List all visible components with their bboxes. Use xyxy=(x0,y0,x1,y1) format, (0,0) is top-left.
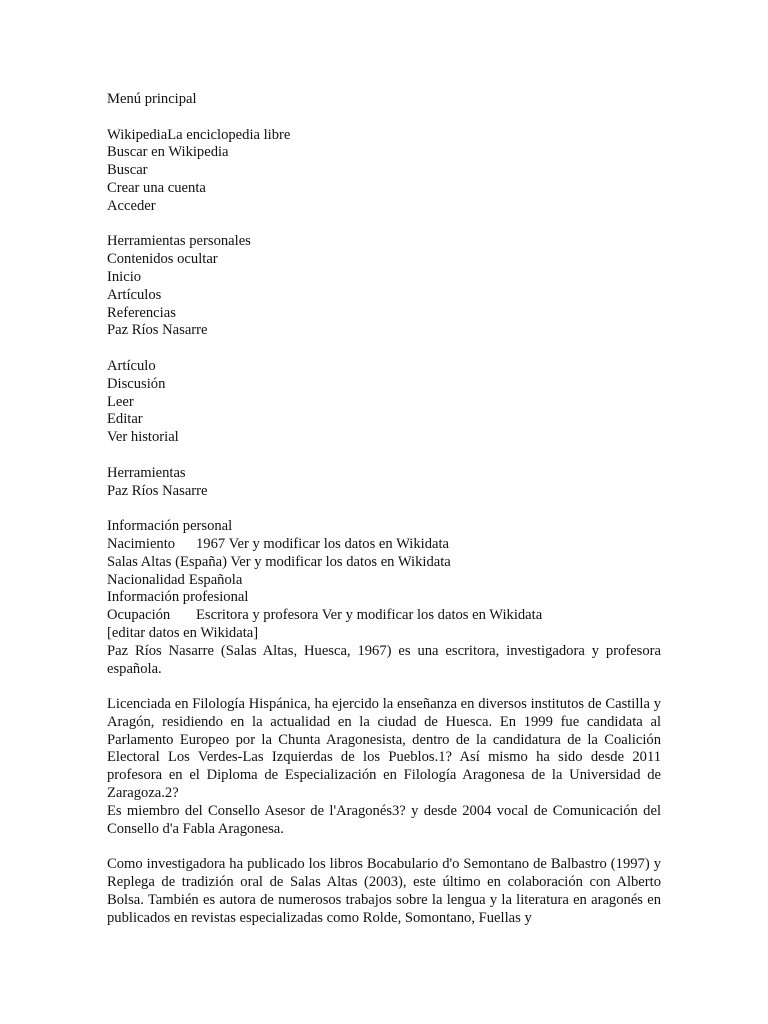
article-intro-paragraph: Paz Ríos Nasarre (Salas Altas, Huesca, 1967) es una escritora, investigadora y profesora española. xyxy=(107,642,661,677)
personal-tools-link[interactable]: Herramientas personales xyxy=(107,233,251,250)
infobox-section-personal: Información personal xyxy=(107,518,233,535)
tab-history[interactable]: Ver historial xyxy=(107,429,179,446)
document-page xyxy=(107,91,661,927)
article-heading: Paz Ríos Nasarre xyxy=(107,482,208,499)
spacer xyxy=(107,678,661,696)
article-paragraph-3: Como investigadora ha publicado los libros Bocabulario d'o Semontano de Balbastro (1997) y Replega de tradizión oral de Salas Altas (2003), este último en colaboración con Alberto Bolsa. También es autora de numerosos trabajos sobre la lengua y la literatura en aragonés en publicados en revistas especializadas como Rolde, Somontano, Fuellas y xyxy=(107,856,661,926)
infobox-row-occupation xyxy=(107,607,661,625)
infobox-occupation-label: Ocupación xyxy=(107,607,171,624)
article-paragraph-2: Es miembro del Consello Asesor de l'Aragonés3? y desde 2004 vocal de Comunicación del Consello d'a Fabla Aragonesa. xyxy=(107,802,661,837)
tab-read[interactable]: Leer xyxy=(107,393,134,410)
infobox-nationality-label: Nacionalidad xyxy=(107,571,185,588)
wikipedia-logo-link[interactable]: WikipediaLa enciclopedia libre xyxy=(107,126,291,143)
infobox-section-professional: Información profesional xyxy=(107,589,249,606)
infobox-birth-place[interactable]: Salas Altas (España) Ver y modificar los datos en Wikidata xyxy=(107,553,451,570)
tab-edit[interactable]: Editar xyxy=(107,411,143,428)
tab-article[interactable]: Artículo xyxy=(107,357,156,374)
tab-discussion[interactable]: Discusión xyxy=(107,375,166,392)
article-paragraph-1: Licenciada en Filología Hispánica, ha ejercido la enseñanza en diversos institutos de Castilla y Aragón, residiendo en la actualidad en la ciudad de Huesca. En 1999 fue candidata al Parlamento Europeo por la Chunta Aragonesista, dentro de la candidatura de la Coalición Electoral Los Verdes-Las Izquierdas de los Pueblos.1? Así mismo ha sido desde 2011 profesora en el Diploma de Especialización en Filología Aragonesa de la Universidad de Zaragoza.2? xyxy=(107,696,661,802)
infobox-row-birth xyxy=(107,536,661,554)
toc-item-referencias[interactable]: Referencias xyxy=(107,304,176,321)
main-menu-link[interactable]: Menú principal xyxy=(107,91,197,107)
spacer xyxy=(107,109,661,127)
infobox-row-nationality xyxy=(107,572,661,590)
spacer xyxy=(107,216,661,234)
spacer xyxy=(107,340,661,358)
spacer xyxy=(107,500,661,518)
page-title: Paz Ríos Nasarre xyxy=(107,322,208,339)
contents-toggle[interactable]: Contenidos ocultar xyxy=(107,251,218,268)
edit-wikidata-link[interactable]: [editar datos en Wikidata] xyxy=(107,624,259,641)
infobox-occupation-value[interactable]: Escritora y profesora Ver y modificar los datos en Wikidata xyxy=(196,607,543,624)
toc-item-inicio[interactable]: Inicio xyxy=(107,268,142,285)
infobox-birth-value[interactable]: 1967 Ver y modificar los datos en Wikidata xyxy=(196,535,449,552)
create-account-link[interactable]: Crear una cuenta xyxy=(107,179,206,196)
spacer xyxy=(107,447,661,465)
search-label[interactable]: Buscar en Wikipedia xyxy=(107,144,229,161)
login-link[interactable]: Acceder xyxy=(107,197,156,214)
spacer xyxy=(107,838,661,856)
tools-menu-link[interactable]: Herramientas xyxy=(107,464,186,481)
infobox-nationality-value: Española xyxy=(188,571,243,588)
toc-item-articulos[interactable]: Artículos xyxy=(107,286,162,303)
search-button[interactable]: Buscar xyxy=(107,162,148,179)
infobox-birth-label: Nacimiento xyxy=(107,535,176,552)
